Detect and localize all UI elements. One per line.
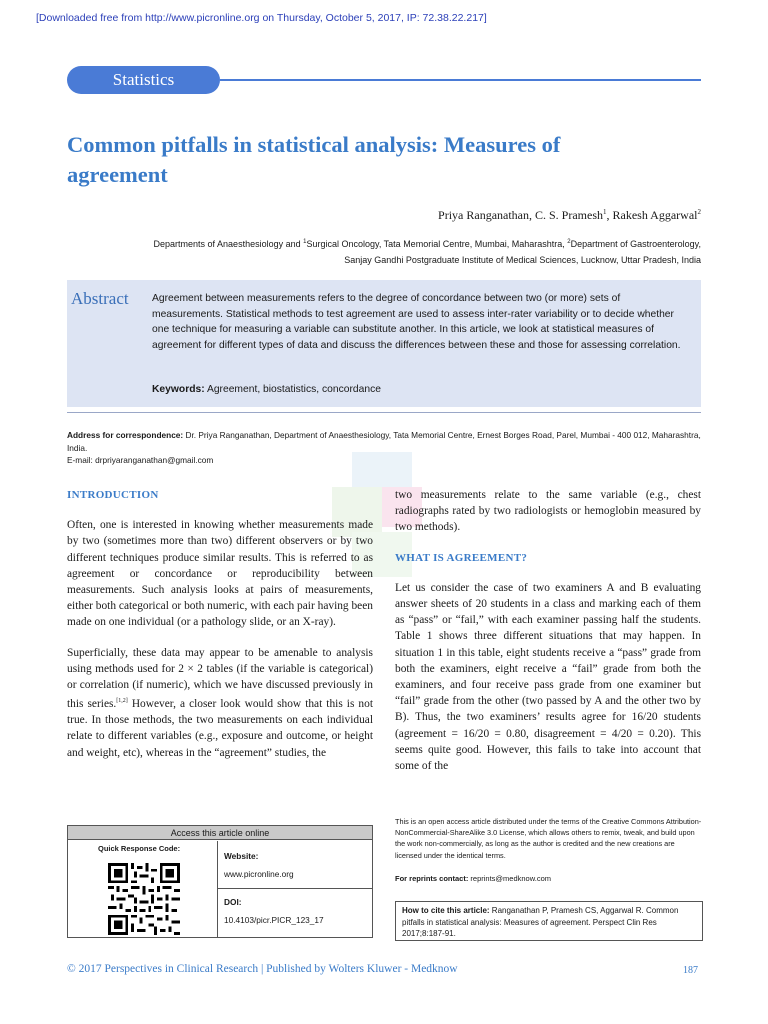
page-footer: © 2017 Perspectives in Clinical Research | Published by Wolters Kluwer - Medknow (67, 963, 458, 975)
cite-label: How to cite this article: (402, 906, 490, 915)
keywords-label: Keywords: (152, 384, 205, 395)
abstract-box (67, 280, 701, 407)
keywords (152, 384, 381, 395)
affiliation-line-1 (61, 234, 701, 252)
author-affil-mark-2: 2 (697, 208, 701, 216)
header-rule (220, 79, 701, 81)
qr-code-icon[interactable] (108, 863, 180, 935)
affiliation-mark: 1 (303, 239, 307, 245)
author-names-1: Priya Ranganathan, C. S. Pramesh (438, 208, 604, 222)
correspondence-address (67, 429, 707, 454)
affiliation-part: Surgical Oncology, Tata Memorial Centre, Mumbai, Maharashtra, (306, 239, 568, 249)
reprints-label: For reprints contact: (395, 874, 469, 883)
qr-cell (68, 841, 218, 938)
website-cell (218, 841, 373, 889)
body-paragraph: Let us consider the case of two examiners A and B evaluating answer sheets of 20 students in a class and marking each of them as “pass” or “fail,” with each examiner passing half the students. Table 1 shows three different situations that may happen. In situation 1 in this table, eight students receive a “pass” grade from both the examiners, eight receive a “fail” grade from both the examiners, and four receive pass grade from one examiner but “fail” grade from the other (two passed by A and the other two by B). Thus, the two examiners’ results agree for 16/20 students (agreement = 16/20 = 0.80, disagreement = 4/20 = 0.20). This seems quite good. However, this fails to take into account that some of the (395, 581, 701, 773)
access-heading: Access this article online (68, 826, 372, 840)
citation-box (395, 901, 703, 941)
citation-ref[interactable]: [1,2] (116, 698, 128, 705)
body-text: However, a closer look would show that this is not true. In those methods, the two measurements on each individual relate to different variables (e.g., exposure and outcome, or height and weight, etc), whereas in the “agreement” studies, the (67, 698, 373, 759)
abstract-heading: Abstract (71, 289, 129, 308)
affiliation-part: Departments of Anaesthesiology and (153, 239, 304, 249)
reprints-email[interactable]: reprints@medknow.com (468, 874, 551, 883)
reprints-contact (395, 874, 551, 883)
section-heading-introduction: INTRODUCTION (67, 489, 159, 501)
affiliation-mark: 2 (567, 239, 571, 245)
download-notice: [Downloaded free from http://www.picronline.org on Thursday, October 5, 2017, IP: 72.38.22.217] (36, 12, 487, 24)
watermark-block (352, 452, 412, 492)
access-article-box (67, 825, 373, 938)
abstract-text: Agreement between measurements refers to the degree of concordance between two (or more) sets of measurements. Statistical methods to test agreement are used to assess inter-rater variability or to decide whether one technique for measuring a variable can substitute another. In this article, we look at statistical measures of agreement for different types of data and discuss the differences between these and those for assessing correlation. (152, 293, 681, 351)
qr-label: Quick Response Code: (98, 844, 181, 853)
doi-label: DOI: (224, 897, 242, 907)
author-list (438, 208, 701, 223)
doi-link[interactable]: 10.4103/picr.PICR_123_17 (224, 915, 324, 925)
abstract-divider (67, 412, 701, 413)
section-label: Statistics (67, 66, 220, 94)
correspondence-email: E-mail: drpriyaranganathan@gmail.com (67, 455, 214, 465)
author-names-2: , Rakesh Aggarwal (606, 208, 698, 222)
cite-text: Ranganathan P, Pramesh CS, Aggarwal R. Common pitfalls in statistical analysis: Measures of agreement. Perspect Clin Res 2017;8:187-91. (402, 906, 679, 938)
body-paragraph: Often, one is interested in knowing whether measurements made by two (sometimes more than two) different observers or by two different techniques produce similar results. This is referred to as agreement or concordance or reproducibility between measurements. Such analysis looks at pairs of measurements, either both categorical or both numeric, with each pair having been made on one individual (or a pathology slide, or an X-ray). (67, 519, 373, 629)
website-link[interactable]: www.picronline.org (224, 869, 294, 879)
website-label: Website: (224, 851, 259, 861)
doi-cell (218, 889, 373, 938)
correspondence-label: Address for correspondence: (67, 430, 184, 440)
correspondence-text: Dr. Priya Ranganathan, Department of Anaesthesiology, Tata Memorial Centre, Ernest Borges Road, Parel, Mumbai - 400 012, Maharashtra, India. (67, 430, 701, 453)
affiliation-part: Department of Gastroenterology, (570, 239, 701, 249)
license-notice: This is an open access article distributed under the terms of the Creative Commons Attribution-NonCommercial-ShareAlike 3.0 License, which allows others to remix, tweak, and build upon the work non-commercially, as long as the author is credited and the new creations are licensed under the identical terms. (395, 817, 702, 860)
right-column (395, 487, 701, 774)
body-text: Superficially, these data may appear to be amenable to analysis using methods used for 2 × 2 tables (if the variable is categorical) or correlation (if numeric), which we have discussed previously in this series. (67, 646, 373, 711)
keywords-value: Agreement, biostatistics, concordance (204, 384, 381, 395)
affiliations (61, 234, 701, 268)
author-affil-mark-1: 1 (603, 208, 607, 216)
page-number: 187 (683, 965, 698, 976)
body-paragraph: two measurements relate to the same variable (e.g., chest radiographs rated by two radiologists or hemoglobin measured by two methods). (395, 489, 701, 534)
body-paragraph (67, 645, 373, 761)
left-column (67, 487, 373, 761)
section-heading-agreement: WHAT IS AGREEMENT? (395, 551, 528, 564)
article-title: Common pitfalls in statistical analysis: Measures of agreement (67, 132, 561, 187)
affiliation-line-2: Sanjay Gandhi Postgraduate Institute of Medical Sciences, Lucknow, Uttar Pradesh, India (344, 255, 701, 265)
